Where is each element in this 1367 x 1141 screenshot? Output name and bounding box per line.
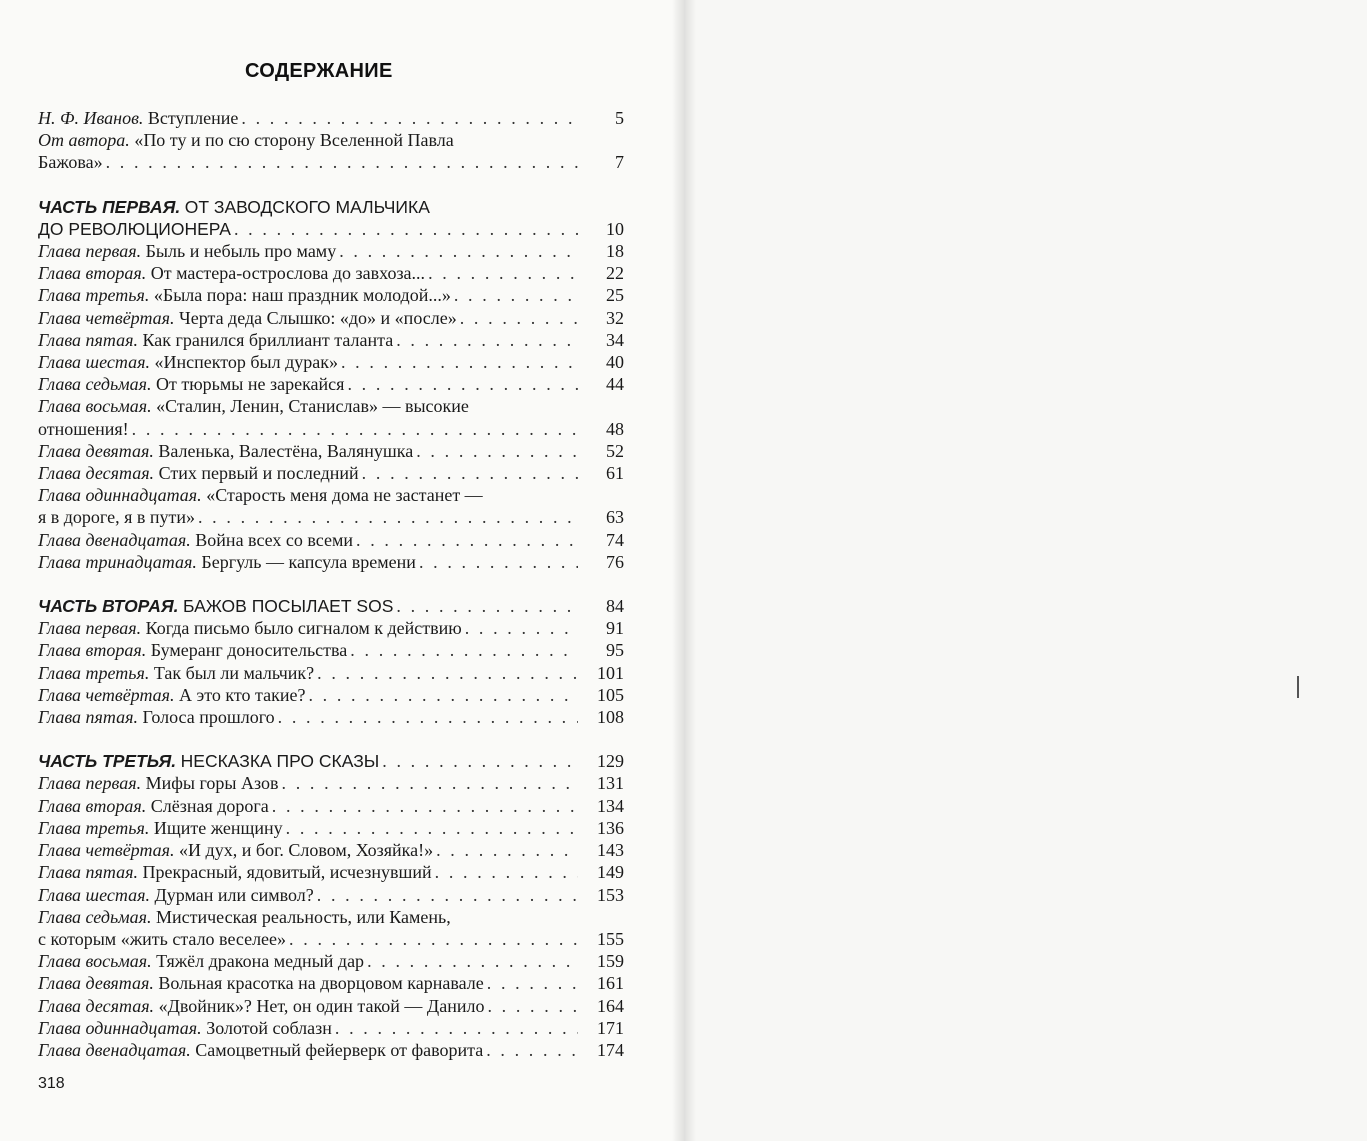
entry-title: Мифы горы Азов [145,773,279,794]
entry-title: От мастера-острослова до завхоза... [150,263,426,284]
dot-leader [350,639,578,661]
toc-entry[interactable] [38,462,624,484]
entry-title: «Была пора: наш праздник молодой...» [153,285,451,306]
entry-title: Быль и небыль про маму [145,241,337,262]
page-ref: 143 [597,840,624,861]
toc-entry[interactable] [38,772,624,794]
page-ref: 61 [606,463,624,484]
dot-leader [396,595,578,617]
page-ref: 161 [597,973,624,994]
toc-entry[interactable] [38,373,624,395]
dot-leader [396,329,578,351]
entry-title: Прекрасный, ядовитый, исчезнувший [142,862,432,883]
dot-leader [198,506,578,528]
chapter-label: Глава девятая. [38,973,154,994]
toc-entry[interactable] [38,351,624,373]
chapter-label: Глава шестая. [38,884,150,905]
toc-entry[interactable] [38,107,624,129]
part-label: ЧАСТЬ ПЕРВАЯ. [38,196,181,217]
toc-entry[interactable] [38,395,624,439]
dot-leader [335,1017,578,1039]
chapter-label: Глава тринадцатая. [38,551,197,572]
dot-leader [382,750,578,772]
dot-leader [419,551,578,573]
page-number: 318 [38,1075,65,1092]
chapter-label: Глава двенадцатая. [38,1039,191,1060]
chapter-label: Глава одиннадцатая. [38,1017,202,1038]
right-page [684,0,1367,1141]
toc-entry[interactable] [38,639,624,661]
entry-title-continued: ДО РЕВОЛЮЦИОНЕРА [38,218,231,239]
entry-title: Мистическая реальность, или Камень, [155,906,451,927]
dot-leader [465,617,578,639]
entry-title: «Сталин, Ленин, Станислав» — высокие [156,396,469,417]
dot-leader [272,795,578,817]
entry-title: Так был ли мальчик? [153,662,315,683]
entry-title: Когда письмо было сигналом к действию [145,618,462,639]
toc-entry[interactable] [38,1039,624,1061]
chapter-label: Глава седьмая. [38,906,152,927]
chapter-label: Глава вторая. [38,263,147,284]
chapter-label: Глава третья. [38,285,150,306]
entry-title: Бергуль — капсула времени [201,551,416,572]
dot-leader [282,772,578,794]
page-ref: 101 [597,662,624,683]
entry-title: «Старость меня дома не застанет — [206,485,483,506]
toc-entry[interactable] [38,795,624,817]
dot-leader [286,817,578,839]
toc-entry[interactable] [38,995,624,1017]
chapter-label: Глава четвёртая. [38,307,175,328]
entry-title-continued: я в дороге, я в пути» [38,507,195,528]
page-ref: 18 [606,241,624,262]
dot-leader [435,861,578,883]
dot-leader [454,284,578,306]
page-ref: 7 [615,152,624,173]
dot-leader [317,662,578,684]
dot-leader [234,218,578,240]
entry-title: Как гранился бриллиант таланта [142,329,394,350]
chapter-label: Глава девятая. [38,440,154,461]
entry-title: «Инспектор был дурак» [154,352,338,373]
dot-leader [356,529,578,551]
dot-leader [339,240,578,262]
entry-title: А это кто такие? [179,684,306,705]
toc-entry[interactable] [38,1017,624,1039]
page-ref: 44 [606,374,624,395]
page-ref: 164 [597,995,624,1016]
dot-leader [428,262,578,284]
page-ref: 131 [597,773,624,794]
dot-leader [460,307,578,329]
toc-entry[interactable] [38,284,624,306]
chapter-label: Глава первая. [38,773,142,794]
chapter-label: Глава первая. [38,241,142,262]
page-ref: 48 [606,418,624,439]
toc-entry[interactable] [38,684,624,706]
page-ref: 32 [606,307,624,328]
page-ref: 136 [597,817,624,838]
toc-entry[interactable] [38,617,624,639]
chapter-label: Глава пятая. [38,707,138,728]
chapter-label: Глава двенадцатая. [38,529,191,550]
toc-entry[interactable] [38,307,624,329]
section-gap [38,174,624,196]
section-gap [38,573,624,595]
toc-entry[interactable] [38,240,624,262]
dot-leader [487,972,578,994]
page-ref: 95 [606,640,624,661]
toc-entry[interactable] [38,817,624,839]
page-ref: 34 [606,329,624,350]
entry-title: Вольная красотка на дворцовом карнавале [158,973,484,994]
entry-title: От тюрьмы не зарекайся [155,374,345,395]
chapter-label: Глава седьмая. [38,374,152,395]
section-gap [38,728,624,750]
entry-title: Черта деда Слышко: «до» и «после» [179,307,457,328]
chapter-label: Глава третья. [38,817,150,838]
toc-entry[interactable] [38,129,624,173]
print-mark [1297,676,1299,698]
dot-leader [486,1039,578,1061]
toc-entry[interactable] [38,551,624,573]
entry-title: Валенька, Валестёна, Валянушка [158,440,414,461]
chapter-label: Глава восьмая. [38,951,152,972]
chapter-label: Глава первая. [38,618,142,639]
toc-entry[interactable] [38,329,624,351]
dot-leader [317,884,578,906]
chapter-label: Глава вторая. [38,640,147,661]
page-ref: 134 [597,795,624,816]
entry-title: Стих первый и последний [158,463,359,484]
entry-title: ОТ ЗАВОДСКОГО МАЛЬЧИКА [184,196,430,217]
toc-entry[interactable] [38,484,624,528]
dot-leader [487,995,578,1017]
chapter-label: Глава восьмая. [38,396,152,417]
entry-title-continued: Бажова» [38,152,103,173]
page-ref: 22 [606,263,624,284]
toc-part-entry[interactable] [38,750,624,772]
entry-title: «И дух, и бог. Словом, Хозяйка!» [179,840,434,861]
page-ref: 52 [606,440,624,461]
entry-title-continued: с которым «жить стало веселее» [38,928,287,949]
page-ref: 108 [597,707,624,728]
entry-title: Ищите женщину [153,817,283,838]
dot-leader [106,151,578,173]
entry-title: Вступление [147,108,239,128]
dot-leader [436,839,578,861]
page-ref: 84 [606,596,624,617]
entry-title: БАЖОВ ПОСЫЛАЕТ SOS [183,596,394,617]
dot-leader [241,107,578,129]
page-ref: 129 [597,751,624,772]
entry-title: НЕСКАЗКА ПРО СКАЗЫ [180,751,380,772]
entry-title: Война всех со всеми [195,529,354,550]
chapter-label: Глава пятая. [38,329,138,350]
entry-title: Голоса прошлого [142,707,275,728]
page-ref: 171 [597,1017,624,1038]
chapter-label: Глава четвёртая. [38,840,175,861]
entry-title: Тяжёл дракона медный дар [156,951,365,972]
chapter-label: Глава десятая. [38,463,155,484]
dot-leader [289,928,578,950]
chapter-label: Глава третья. [38,662,150,683]
entry-title: Слёзная дорога [150,795,269,816]
dot-leader [367,950,578,972]
chapter-label: Глава четвёртая. [38,684,175,705]
toc-left-column [38,107,624,1061]
dot-leader [132,418,578,440]
page-ref: 174 [597,1039,624,1060]
page-ref: 63 [606,507,624,528]
dot-leader [362,462,578,484]
dot-leader [278,706,578,728]
toc-part-entry[interactable] [38,595,624,617]
toc-entry[interactable] [38,839,624,861]
part-label: ЧАСТЬ ВТОРАЯ. [38,596,179,617]
page-ref: 5 [615,108,624,128]
page-ref: 105 [597,684,624,705]
toc-entry[interactable] [38,529,624,551]
toc-entry[interactable] [38,706,624,728]
chapter-label: Н. Ф. Иванов. [38,108,144,128]
chapter-label: От автора. [38,130,130,151]
entry-title: Самоцветный фейерверк от фаворита [195,1039,484,1060]
toc-entry[interactable] [38,262,624,284]
page-ref: 153 [597,884,624,905]
dot-leader [341,351,578,373]
chapter-label: Глава вторая. [38,795,147,816]
page-ref: 40 [606,352,624,373]
page-ref: 76 [606,551,624,572]
page-ref: 91 [606,618,624,639]
entry-title: Бумеранг доносительства [150,640,348,661]
chapter-label: Глава десятая. [38,995,155,1016]
page-ref: 149 [597,862,624,883]
toc-entry[interactable] [38,972,624,994]
toc-entry[interactable] [38,906,624,950]
toc-entry[interactable] [38,950,624,972]
dot-leader [416,440,578,462]
dot-leader [308,684,578,706]
part-label: ЧАСТЬ ТРЕТЬЯ. [38,751,177,772]
entry-title: «Двойник»? Нет, он один такой — Данило [158,995,485,1016]
entry-title: «По ту и по сю сторону Вселенной Павла [134,130,454,151]
toc-title: СОДЕРЖАНИЕ [245,60,393,82]
entry-title-continued: отношения! [38,418,129,439]
toc-entry[interactable] [38,861,624,883]
toc-entry[interactable] [38,440,624,462]
book-gutter [672,0,696,1141]
page-ref: 10 [606,218,624,239]
page-ref: 25 [606,285,624,306]
chapter-label: Глава шестая. [38,352,150,373]
page-ref: 159 [597,951,624,972]
entry-title: Золотой соблазн [206,1017,332,1038]
toc-entry[interactable] [38,662,624,684]
toc-entry[interactable] [38,884,624,906]
page-ref: 155 [597,928,624,949]
chapter-label: Глава пятая. [38,862,138,883]
dot-leader [347,373,578,395]
page-ref: 74 [606,529,624,550]
toc-part-entry[interactable] [38,196,624,240]
entry-title: Дурман или символ? [154,884,314,905]
chapter-label: Глава одиннадцатая. [38,485,202,506]
